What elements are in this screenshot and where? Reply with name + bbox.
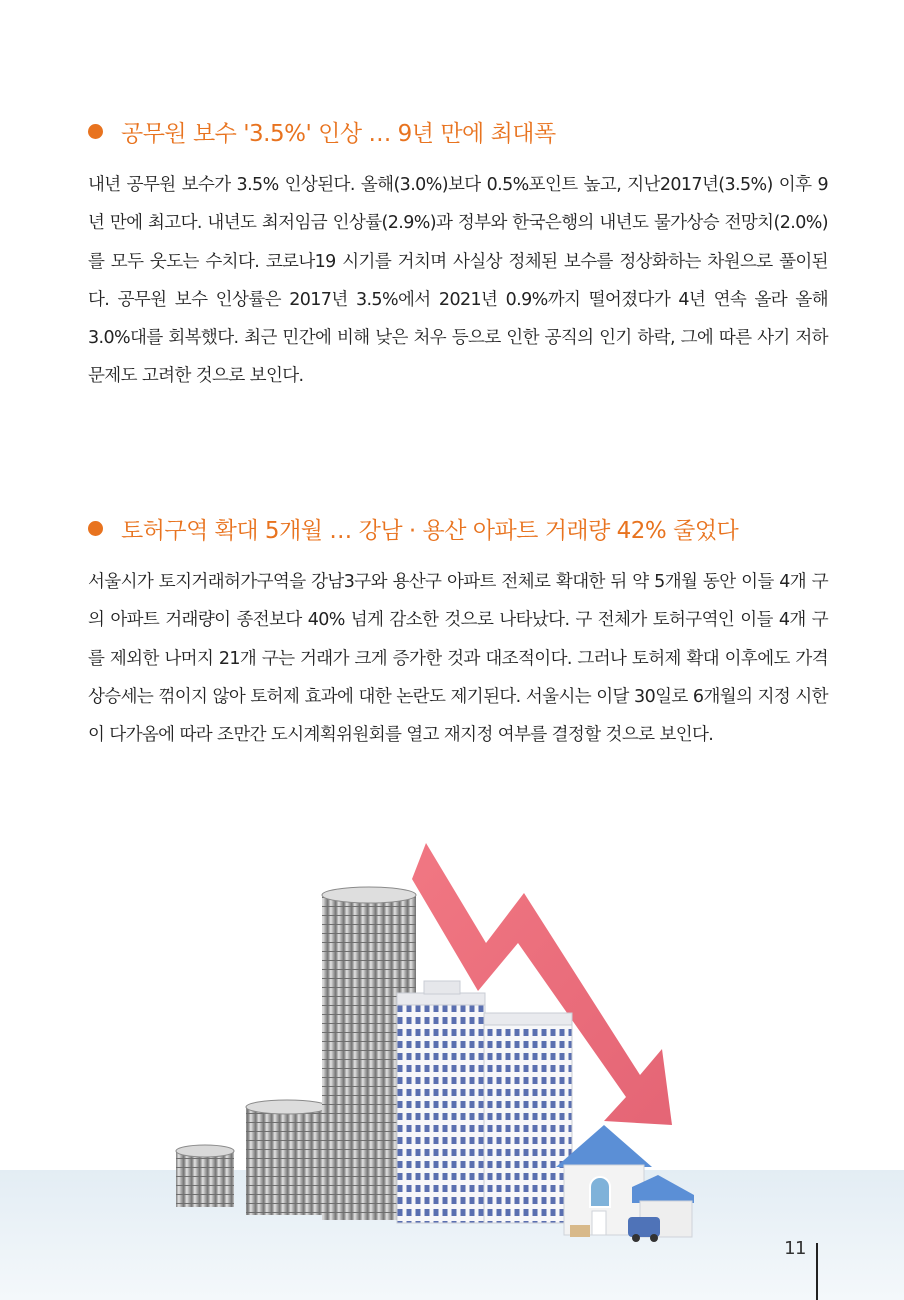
coin-stack-small bbox=[176, 1145, 234, 1207]
section-land-permit-zone bbox=[88, 512, 828, 754]
section-body: 서울시가 토지거래허가구역을 강남3구와 용산구 아파트 전체로 확대한 뒤 약 5개월 동안 이들 4개 구의 아파트 거래량이 종전보다 40% 넘게 감소한 것으로 나타났다. 구 전체가 토허구역인 이들 4개 구를 제외한 나머지 21개 구는 거래가 크게 증가한 것과 대조적이다. 그러나 토허제 확대 이후에도 가격 상승세는 꺾이지 않아 토허제 효과에 대한 논란도 제기된다. 서울시는 이달 30일로 6개월의 지정 시한이 다가옴에 따라 조만간 도시계획위원회를 열고 재지정 여부를 결정할 것으로 보인다. bbox=[88, 572, 828, 746]
section-body: 내년 공무원 보수가 3.5% 인상된다. 올해(3.0%)보다 0.5%포인트 높고, 지난2017년(3.5%) 이후 9년 만에 최고다. 내년도 최저임금 인상률(2.9%)과 정부와 한국은행의 내년도 물가상승 전망치(2.0%)를 모두 웃도는 수치다. 코로나19 시기를 거치며 사실상 정체된 보수를 정상화하는 차원으로 풀이된다. 공무원 보수 인상률은 2017년 3.5%에서 2021년 0.9%까지 떨어졌다가 4년 연속 올라 올해 3.0%대를 회복했다. 최근 민간에 비해 낮은 처우 등으로 인한 공직의 인기 하락, 그에 따른 사기 저하 문제도 고려한 것으로 보인다. bbox=[88, 175, 828, 387]
coin-stack-medium bbox=[246, 1100, 328, 1215]
section-title-text: 토허구역 확대 5개월 … 강남 · 용산 아파트 거래량 42% 줄었다 bbox=[121, 518, 739, 544]
page-number: 11 bbox=[784, 1238, 806, 1259]
bullet-icon bbox=[88, 521, 103, 536]
bullet-icon bbox=[88, 124, 103, 139]
section-title-text: 공무원 보수 '3.5%' 인상 … 9년 만에 최대폭 bbox=[121, 121, 556, 147]
section-civil-servant-pay bbox=[88, 115, 828, 396]
apartment-building-left bbox=[397, 981, 485, 1223]
house bbox=[556, 1125, 694, 1242]
section-title bbox=[88, 512, 828, 545]
coins-buildings-falling-arrow-illustration bbox=[0, 835, 904, 1300]
section-title bbox=[88, 115, 828, 148]
page-rule bbox=[816, 1243, 818, 1300]
apartment-building-right bbox=[484, 1013, 572, 1223]
